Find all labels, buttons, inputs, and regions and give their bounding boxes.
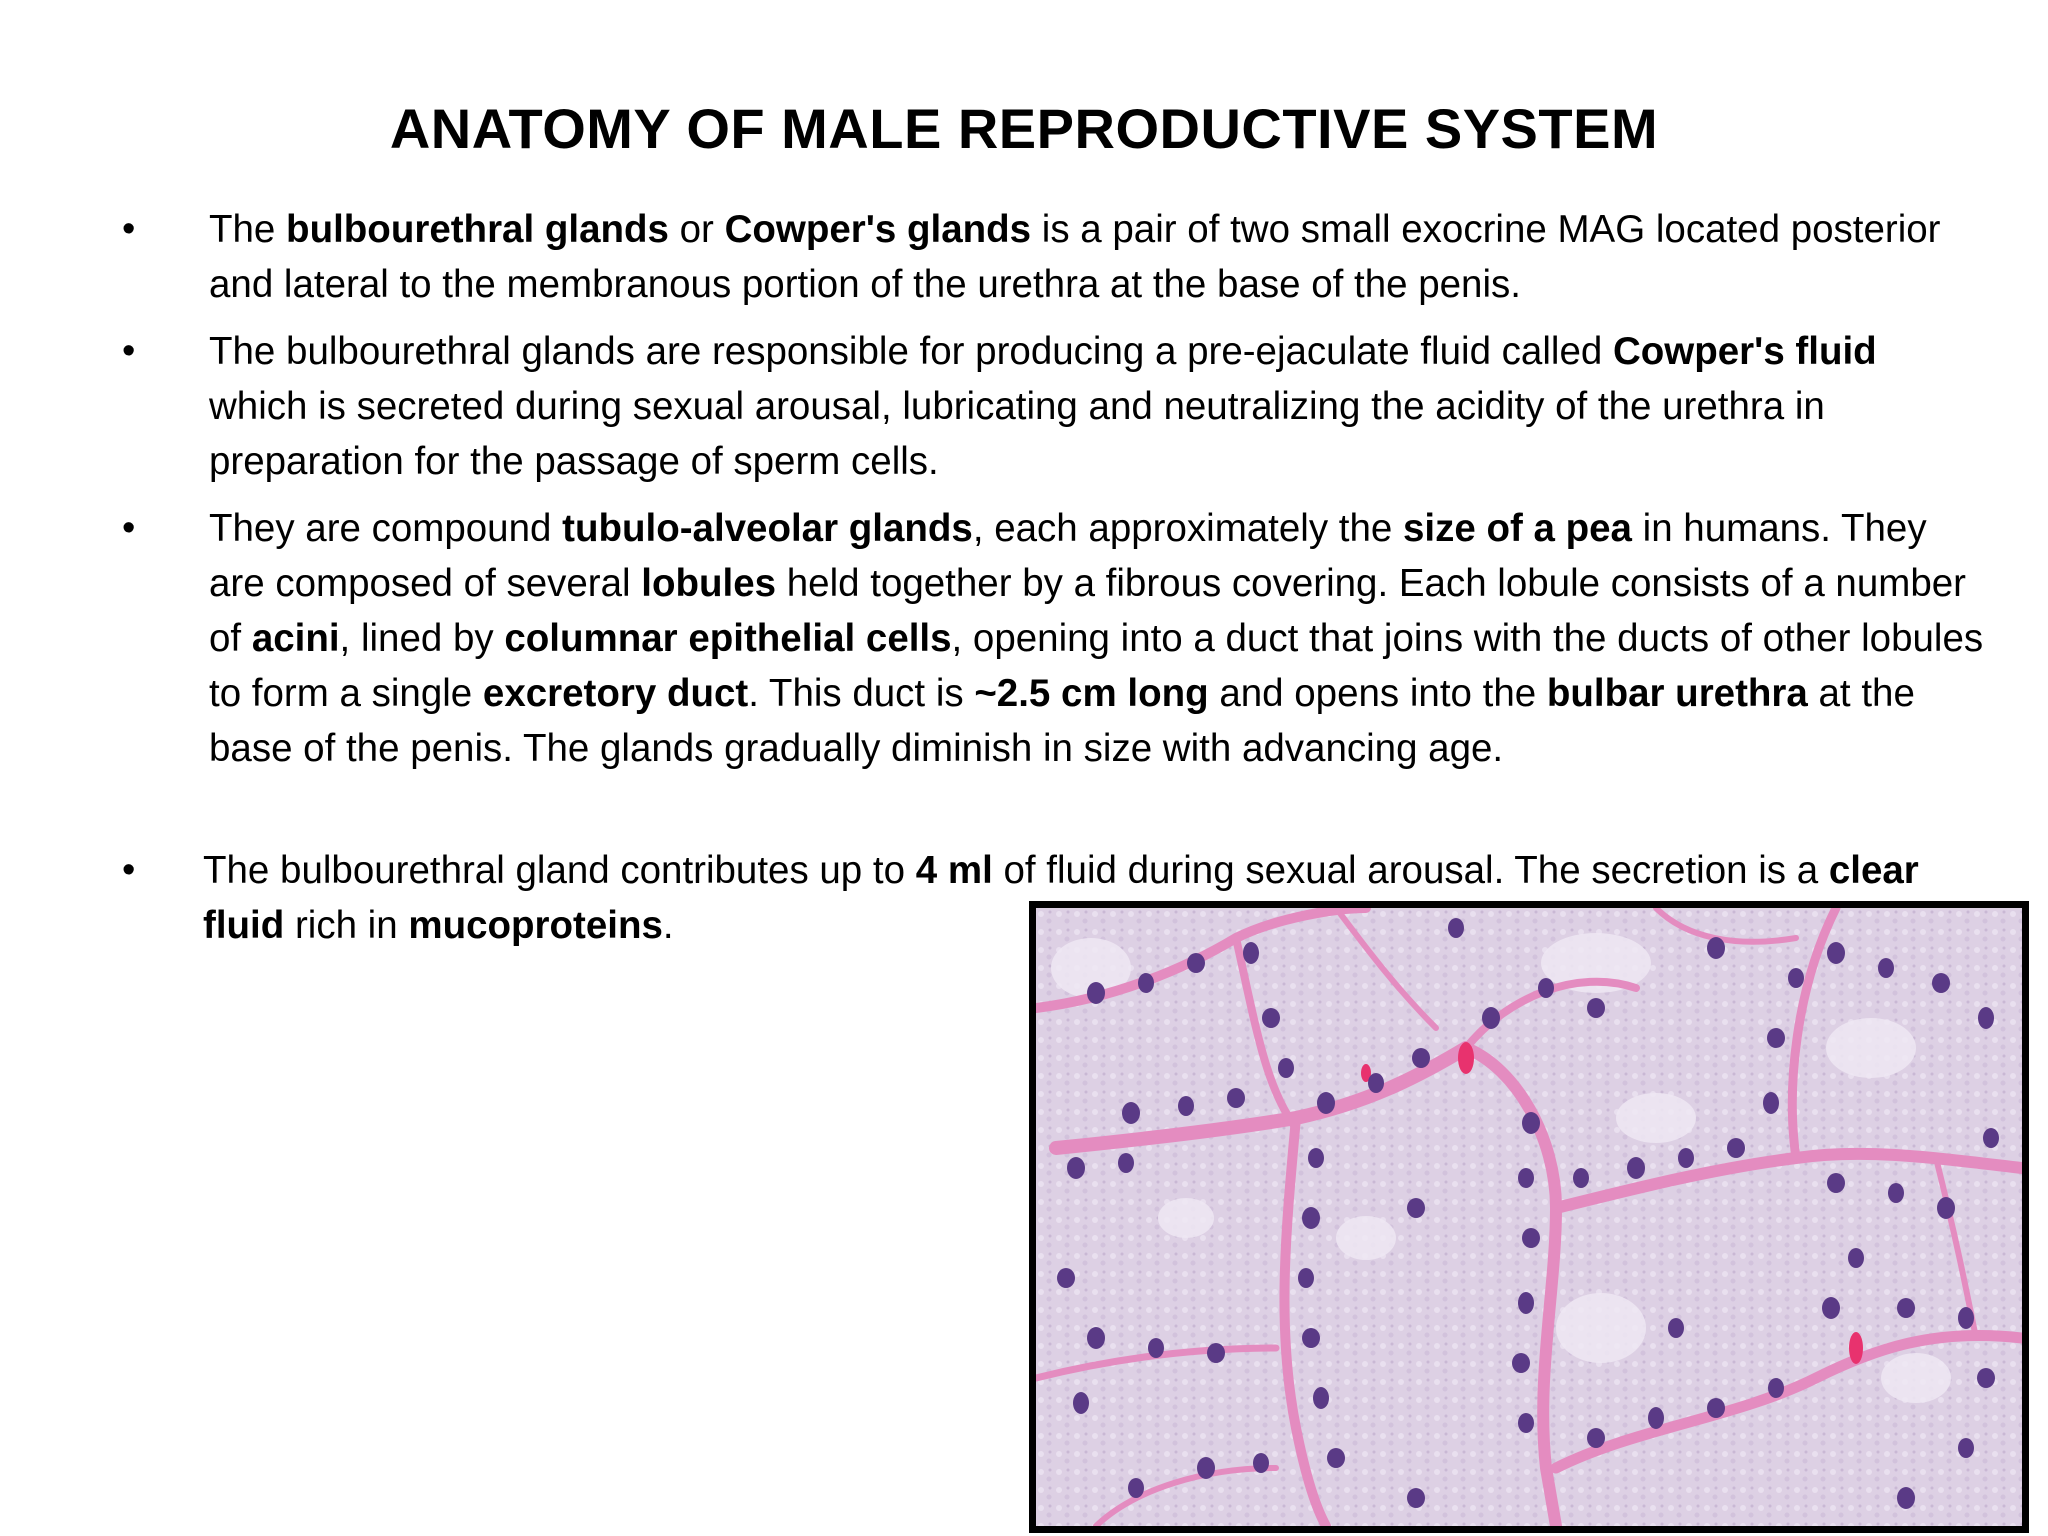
gland-tissue-image <box>1036 908 2022 1526</box>
bullet-dot-icon: • <box>122 507 136 549</box>
bullet-text-3: They are compound tubulo-alveolar glands, each approximately the size of a pea in humans. They are composed of several lobules held together by a fibrous covering. Each lobule consists of a number of acini, lined by columnar epithelial cells, opening into a duct that joins with the ducts of other lobules to form a single excretory duct. This duct is ~2.5 cm long and opens into the bulbar urethra at the base of the penis. The glands gradually diminish in size with advancing age. <box>209 507 1984 770</box>
histology-micrograph <box>1029 901 2029 1533</box>
bullet-text-4: The bulbourethral gland contributes up to 4 ml of fluid during sexual arousal. The secretion is a clear fluid rich in mucoproteins. <box>203 849 1919 947</box>
bullet-dot-icon: • <box>122 330 136 372</box>
bullet-dot-icon: • <box>122 208 136 250</box>
slide-title: ANATOMY OF MALE REPRODUCTIVE SYSTEM <box>389 97 1659 160</box>
bullet-dot-icon: • <box>122 849 136 891</box>
bullet-text-1: The bulbourethral glands or Cowper's glands is a pair of two small exocrine MAG located posterior and lateral to the membranous portion of the urethra at the base of the penis. <box>209 208 1941 306</box>
bullet-text-2: The bulbourethral glands are responsible for producing a pre-ejaculate fluid called Cowper's fluid which is secreted during sexual arousal, lubricating and neutralizing the acidity of the urethra in preparation for the passage of sperm cells. <box>209 330 1877 483</box>
